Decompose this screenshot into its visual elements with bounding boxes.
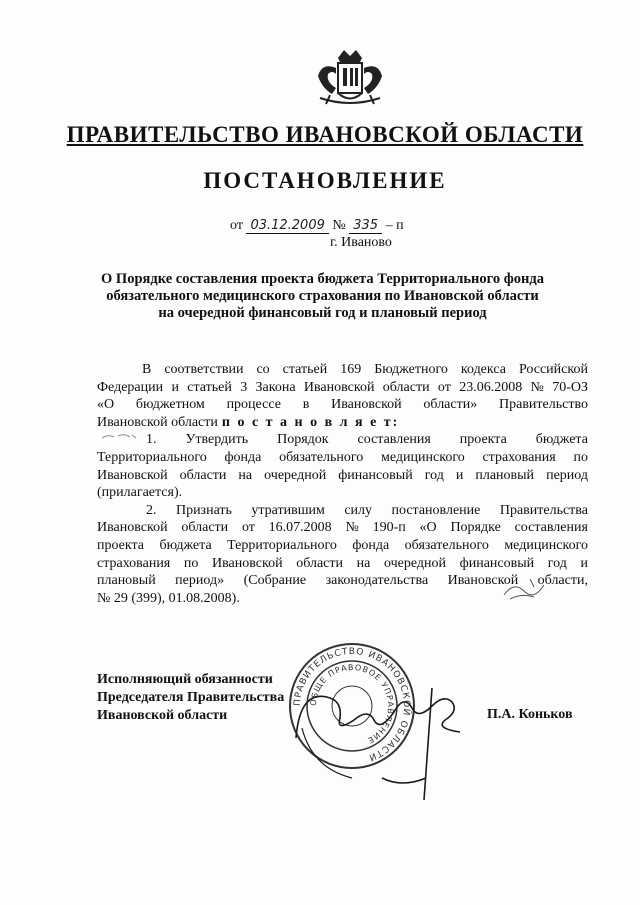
number-suffix: – п	[385, 218, 404, 233]
government-title: ПРАВИТЕЛЬСТВО ИВАНОВСКОЙ ОБЛАСТИ	[66, 122, 584, 147]
word: области»	[423, 397, 478, 413]
signatory-position	[97, 671, 284, 725]
word: на	[238, 467, 253, 483]
word: «О	[419, 520, 437, 536]
word: (Собрание	[243, 573, 307, 589]
word: Признать	[175, 502, 232, 518]
word: по	[183, 555, 199, 571]
word: Ивановской	[303, 379, 375, 395]
word: законодательства	[325, 573, 429, 589]
word: Бюджетного	[374, 362, 448, 377]
text-line	[97, 361, 588, 379]
word: статьей	[187, 379, 232, 395]
text-line	[97, 519, 588, 537]
word: Правительства	[499, 502, 588, 518]
text-line: (прилагается).	[97, 485, 183, 501]
number-prefix: №	[332, 218, 346, 233]
word: в	[302, 397, 310, 413]
word: кодекса	[460, 362, 506, 377]
heading-line: обязательного медицинского страхования по Ивановской области	[106, 288, 539, 304]
word: Ивановской	[331, 397, 402, 413]
word: по	[573, 449, 588, 465]
word: от	[241, 520, 255, 536]
preamble-last-line	[97, 414, 588, 432]
word: Правительство	[499, 397, 588, 413]
word: фонда	[224, 449, 262, 465]
heading-line: на очередной финансовый год и плановый период	[158, 305, 487, 321]
word: проекта	[97, 537, 144, 553]
word: обязательного	[279, 449, 364, 465]
word: медицинского	[381, 449, 465, 465]
word: №	[530, 379, 544, 395]
date-number-line	[230, 218, 404, 234]
word: «О	[97, 397, 115, 413]
city: г. Иваново	[330, 235, 392, 250]
text-line	[97, 379, 588, 397]
word: очередной	[264, 467, 327, 483]
word: 70-ОЗ	[552, 379, 588, 395]
word: и	[455, 467, 464, 483]
word: статьей	[282, 362, 328, 377]
word: 1.	[146, 432, 157, 448]
word: В	[142, 362, 152, 377]
word: 16.07.2008	[268, 520, 332, 536]
text-line	[97, 467, 588, 485]
word: 190-п	[372, 520, 406, 536]
word: 2.	[146, 502, 157, 518]
stamp-outer-text: ПРАВИТЕЛЬСТВО ИВАНОВСКОЙ ОБЛАСТИ	[292, 646, 412, 763]
word: 3	[240, 379, 248, 395]
word: Федерации	[97, 379, 164, 395]
coat-of-arms-icon	[314, 48, 386, 108]
word: проекта	[459, 432, 507, 448]
word: финансовый	[338, 467, 413, 483]
word: бюджета	[535, 432, 588, 448]
word: год	[424, 467, 444, 483]
svg-text:ОБЩЕ ПРАВОВОЕ УПРАВЛЕНИЕ	[309, 663, 395, 745]
word: утратившим	[251, 502, 325, 518]
text-line	[97, 431, 588, 449]
date-field: 03.12.2009	[246, 218, 328, 234]
word: Порядке	[450, 520, 501, 536]
text-line	[97, 396, 588, 414]
stamp-inner-text: ОБЩЕ ПРАВОВОЕ УПРАВЛЕНИЕ	[308, 662, 396, 746]
document-body	[97, 361, 588, 607]
word: Ивановской	[447, 573, 519, 589]
position-line: Председателя Правительства	[97, 690, 285, 705]
word: Ивановской	[97, 467, 168, 483]
word: период»	[175, 573, 225, 589]
document-type: ПОСТАНОВЛЕНИЕ	[203, 168, 447, 193]
resolves-word: п о с т а н о в л я е т:	[221, 414, 400, 430]
word: Порядок	[277, 432, 329, 448]
word: составления	[357, 432, 431, 448]
word: страхования	[482, 449, 556, 465]
word: Утвердить	[185, 432, 249, 448]
text-line	[97, 449, 588, 467]
word: области,	[537, 573, 588, 589]
date-prefix: от	[230, 218, 243, 233]
word: очередной	[383, 555, 447, 571]
word: Ивановской	[212, 555, 283, 571]
word: бюджетном	[135, 397, 205, 413]
word: медицинского	[504, 537, 588, 553]
word: обязательного	[404, 537, 489, 553]
official-stamp-icon	[282, 628, 492, 818]
word: Территориального	[227, 537, 337, 553]
number-field: 335	[349, 218, 382, 234]
word: постановление	[391, 502, 481, 518]
word: и	[580, 555, 588, 571]
word: процессе	[226, 397, 281, 413]
word: области	[382, 379, 430, 395]
signatory-name: П.А. Коньков	[487, 707, 573, 722]
word: плановый	[97, 573, 156, 589]
word: области	[179, 467, 227, 483]
word: области	[181, 520, 229, 536]
word: плановый	[475, 467, 535, 483]
heading-line: О Порядке составления проекта бюджета Территориального фонда	[101, 271, 544, 287]
word: Российской	[518, 362, 588, 377]
position-line: Ивановской области	[97, 708, 228, 723]
word: 169	[340, 362, 362, 377]
pencil-mark-icon	[100, 430, 138, 442]
text-fragment: Ивановской области	[97, 414, 218, 430]
word: период	[546, 467, 588, 483]
text-line	[97, 555, 588, 573]
text-line	[97, 537, 588, 555]
word: фонда	[352, 537, 390, 553]
word: страхования	[97, 555, 171, 571]
word: силу	[344, 502, 373, 518]
word: бюджета	[159, 537, 212, 553]
word: Закона	[255, 379, 296, 395]
word: и	[171, 379, 179, 395]
word: на	[356, 555, 371, 571]
word: соответствии	[164, 362, 244, 377]
word: от	[437, 379, 451, 395]
text-line: № 29 (399), 01.08.2008).	[97, 590, 240, 606]
word: Территориального	[97, 449, 207, 465]
word: год	[547, 555, 567, 571]
text-line	[97, 502, 588, 520]
word: со	[256, 362, 270, 377]
word: 23.06.2008	[459, 379, 523, 395]
word: Ивановской	[97, 520, 168, 536]
word: финансовый	[459, 555, 535, 571]
position-line: Исполняющий обязанности	[97, 672, 273, 687]
word: составления	[514, 520, 588, 536]
word: области	[296, 555, 344, 571]
document-heading	[85, 271, 560, 322]
word: №	[345, 520, 359, 536]
handwritten-mark-icon	[500, 575, 550, 603]
